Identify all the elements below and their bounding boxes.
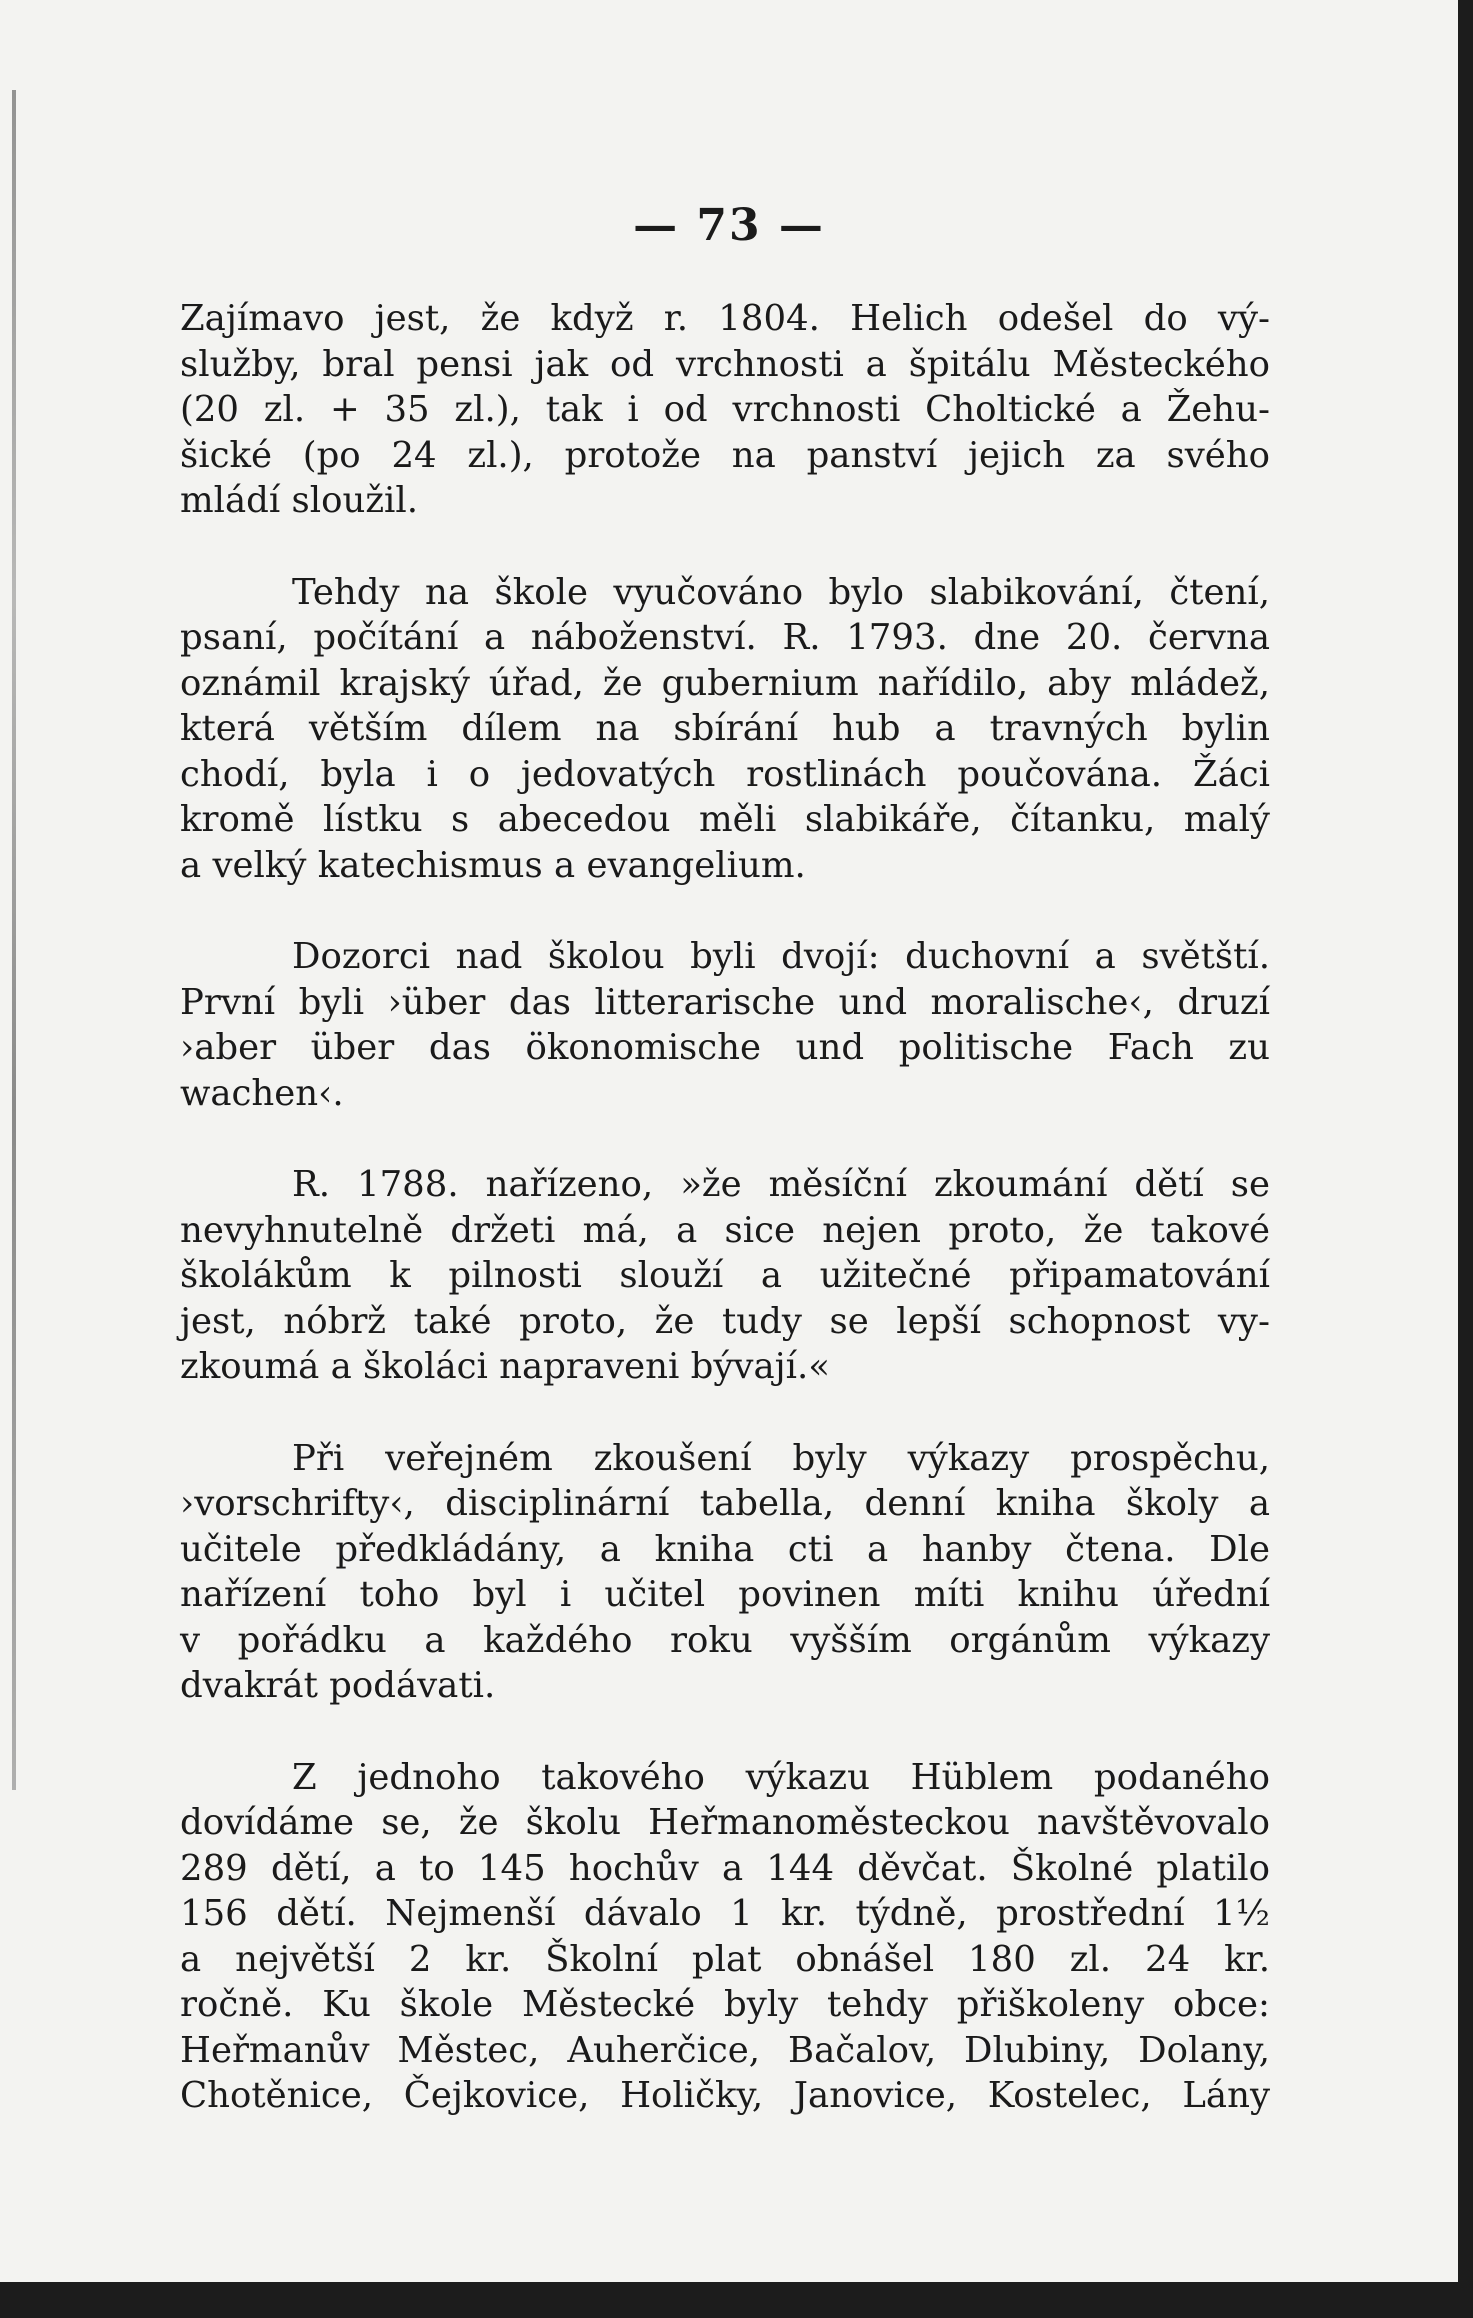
text-line: (20 zl. + 35 zl.), tak i od vrchnosti Choltické a Žehu- <box>180 389 1270 430</box>
text-line: oznámil krajský úřad, že gubernium nařídilo, aby mládež, <box>180 662 1270 704</box>
paragraph <box>180 570 1270 889</box>
text-line: Tehdy na škole vyučováno bylo slabikování, čtení, <box>292 571 1270 613</box>
paragraph <box>180 1755 1270 2119</box>
text-line: psaní, počítání a náboženství. R. 1793. dne 20. června <box>180 617 1270 658</box>
text-line: šické (po 24 zl.), protože na panství jejich za svého <box>180 434 1270 476</box>
text-line: zkoumá a školáci napraveni bývají.« <box>180 1346 830 1387</box>
text-line: kromě lístku s abecedou měli slabikáře, čítanku, malý <box>180 799 1270 840</box>
text-line: školákům k pilnosti slouží a užitečné připamatování <box>180 1255 1270 1296</box>
text-line: nařízení toho byl i učitel povinen míti knihu úřední <box>180 1574 1270 1615</box>
text-line: a největší 2 kr. Školní plat obnášel 180 zl. 24 kr. <box>180 1938 1270 1980</box>
text-line: v pořádku a každého roku vyšším orgánům výkazy <box>180 1619 1270 1661</box>
text-line: 289 dětí, a to 145 hochův a 144 děvčat. Školné platilo <box>180 1847 1270 1889</box>
text-line: ›aber über das ökonomische und politische Fach zu <box>180 1027 1270 1068</box>
text-line: jest, nóbrž také proto, že tudy se lepší schopnost vy- <box>180 1300 1270 1342</box>
text-line: mládí sloužil. <box>180 480 419 521</box>
text-line: Z jednoho takového výkazu Hüblem podaného <box>292 1756 1270 1798</box>
text-line: 156 dětí. Nejmenší dávalo 1 kr. týdně, prostřední 1½ <box>180 1893 1270 1934</box>
text-line: chodí, byla i o jedovatých rostlinách poučována. Žáci <box>180 753 1270 795</box>
page-body-text <box>180 296 1270 2165</box>
text-line: wachen‹. <box>180 1072 344 1114</box>
text-line: Zajímavo jest, že když r. 1804. Helich odešel do vý- <box>180 298 1270 339</box>
text-line: služby, bral pensi jak od vrchnosti a špitálu Městeckého <box>180 343 1270 385</box>
page-binding-edge <box>12 90 16 1790</box>
text-line: dvakrát podávati. <box>180 1665 496 1706</box>
text-line: R. 1788. nařízeno, »že měsíční zkoumání dětí se <box>292 1164 1270 1205</box>
paragraph <box>180 296 1270 524</box>
scan-border <box>0 2282 1458 2300</box>
text-line: Při veřejném zkoušení byly výkazy prospěchu, <box>292 1437 1270 1479</box>
text-line: učitele předkládány, a kniha cti a hanby čtena. Dle <box>180 1528 1270 1570</box>
text-line: První byli ›über das litterarische und moralische‹, druzí <box>180 981 1270 1023</box>
text-line: Dozorci nad školou byli dvojí: duchovní a světští. <box>292 936 1270 977</box>
text-line: která větším dílem na sbírání hub a travných bylin <box>180 708 1270 749</box>
paragraph <box>180 1162 1270 1390</box>
text-line: ›vorschrifty‹, disciplinární tabella, denní kniha školy a <box>180 1483 1270 1524</box>
text-line: Heřmanův Městec, Auherčice, Bačalov, Dlubiny, Dolany, <box>180 2029 1270 2071</box>
text-line: a velký katechismus a evangelium. <box>180 844 806 886</box>
paragraph <box>180 1436 1270 1709</box>
text-line: dovídáme se, že školu Heřmanoměsteckou navštěvovalo <box>180 1802 1270 1843</box>
text-line: Chotěnice, Čejkovice, Holičky, Janovice, Kostelec, Lány <box>180 2075 1270 2116</box>
text-line: ročně. Ku škole Městecké byly tehdy přiškoleny obce: <box>180 1984 1270 2025</box>
page-number: — 73 — <box>633 200 825 251</box>
paragraph <box>180 934 1270 1116</box>
text-line: nevyhnutelně držeti má, a sice nejen proto, že takové <box>180 1209 1270 1251</box>
